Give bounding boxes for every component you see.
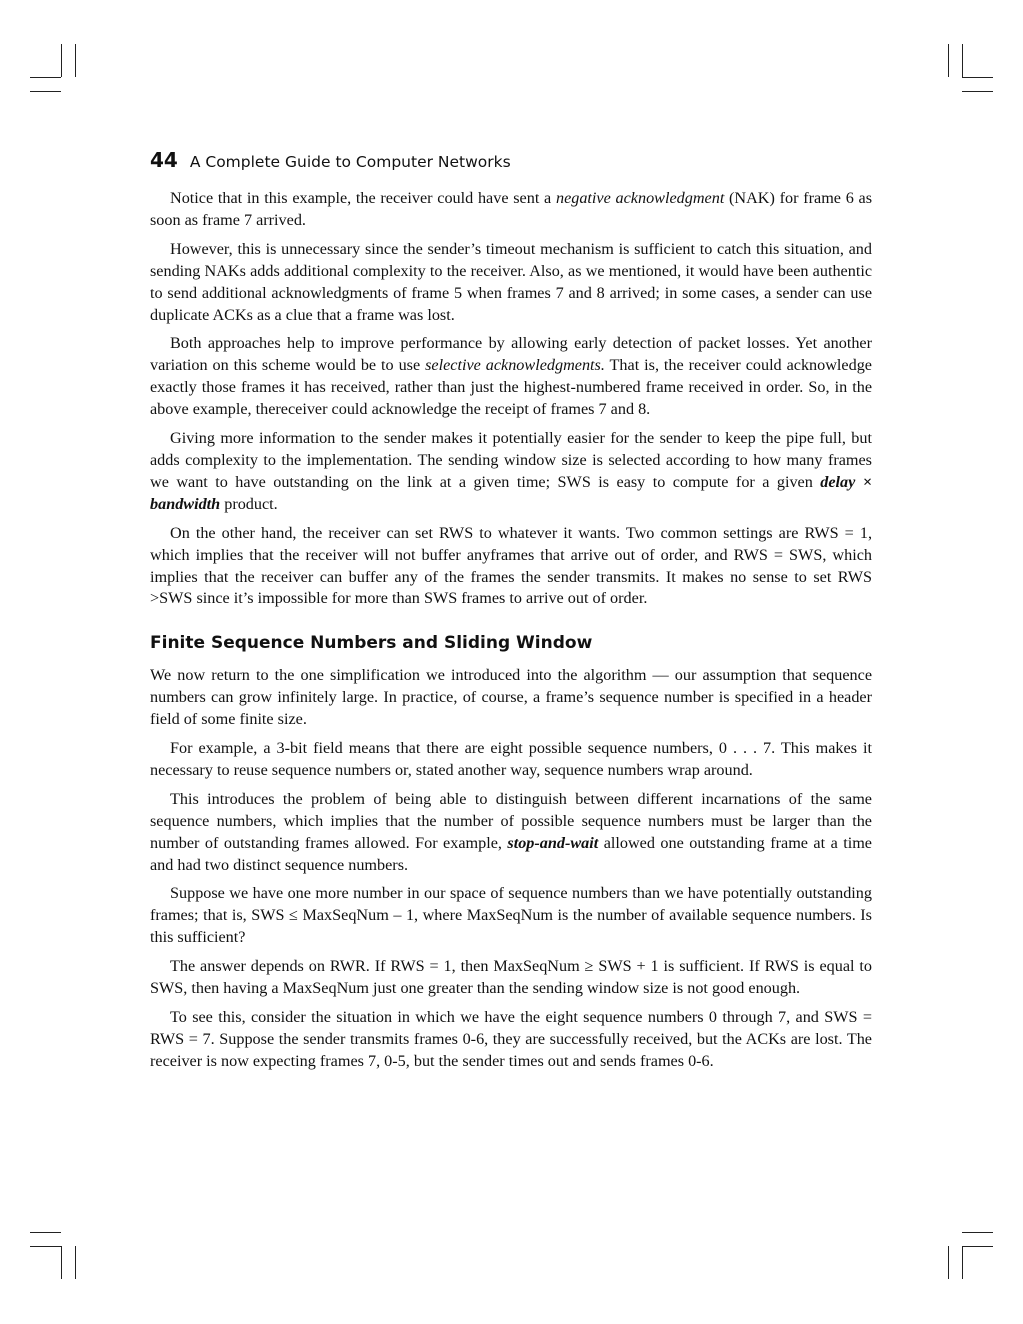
paragraph: On the other hand, the receiver can set RWS to whatever it wants. Two common settings are RWS = 1, which implies that the receiver will not buffer anyframes that arrive out of order, and RWS = SWS, which implies that the receiver can buffer any of the frames the sender transmits. It makes no sense to set RWS >SWS since it’s impossible for more than SWS frames to arrive out of order. <box>150 523 872 608</box>
crop-mark <box>30 1246 61 1247</box>
crop-mark <box>30 91 61 92</box>
crop-mark <box>61 1246 62 1279</box>
running-title: A Complete Guide to Computer Networks <box>189 153 511 171</box>
paragraph: Both approaches help to improve performance by allowing early detection of packet losses. Yet another variation on this scheme would be to use selective acknowledgments. That is, the receiver could acknowledge exactly those frames it has received, rather than just the highest-numbered frame received in order. So, in the above example, thereceiver could acknowledge the receipt of frames 7 and 8. <box>150 334 872 419</box>
emphasis-term: negative acknowledgment <box>555 189 725 207</box>
paragraph: We now return to the one simplification we introduced into the algorithm — our assumption that sequence numbers can grow infinitely large. In practice, of course, a frame’s sequence number is specified in a header field of some finite size. <box>150 666 872 729</box>
crop-mark <box>75 44 76 77</box>
paragraph: To see this, consider the situation in which we have the eight sequence numbers 0 through 7, and SWS = RWS = 7. Suppose the sender transmits frames 0-6, they are successfully received, but the ACKs are lost. The receiver is now expecting frames 7, 0-5, but the sender times out and sends frames 0-6. <box>150 1008 872 1070</box>
crop-mark <box>962 1232 993 1233</box>
crop-mark <box>948 1246 949 1279</box>
crop-mark <box>962 77 993 78</box>
running-header <box>150 148 511 172</box>
emphasis-term: selective acknowledgments. <box>425 356 605 375</box>
page-number: 44 <box>150 148 178 172</box>
paragraph: This introduces the problem of being able to distinguish between different incarnations of the same sequence numbers, which implies that the number of possible sequence numbers must be larger than the number of outstanding frames allowed. For example, stop-and-wait allowed one outstanding frame at a time and had two distinct sequence numbers. <box>150 789 872 874</box>
page-body <box>150 188 872 1080</box>
crop-mark <box>75 1246 76 1279</box>
paragraph: However, this is unnecessary since the sender’s timeout mechanism is sufficient to catch this situation, and sending NAKs adds additional complexity to the receiver. Also, as we mentioned, it would have been authentic to send additional acknowledgments of frame 5 when frames 7 and 8 arrived; in some cases, a sender can use duplicate ACKs as a clue that a frame was lost. <box>150 239 872 324</box>
crop-mark <box>962 44 963 77</box>
crop-mark <box>30 77 61 78</box>
crop-mark <box>962 91 993 92</box>
bold-italic-term: stop-and-wait <box>507 833 599 852</box>
crop-mark <box>30 1232 61 1233</box>
crop-mark <box>61 44 62 77</box>
crop-mark <box>962 1246 993 1247</box>
paragraph: Suppose we have one more number in our space of sequence numbers than we have potentially outstanding frames; that is, SWS ≤ MaxSeqNum – 1, where MaxSeqNum is the number of available sequence numbers. Is this sufficient? <box>150 884 872 947</box>
crop-mark <box>948 44 949 77</box>
paragraph: For example, a 3-bit field means that there are eight possible sequence numbers, 0 . . . 7. This makes it necessary to reuse sequence numbers or, stated another way, sequence numbers wrap around. <box>150 739 872 779</box>
crop-mark <box>962 1246 963 1279</box>
paragraph: The answer depends on RWR. If RWS = 1, then MaxSeqNum ≥ SWS + 1 is sufficient. If RWS is equal to SWS, then having a MaxSeqNum just one greater than the sending window size is not good enough. <box>150 957 872 998</box>
paragraph: Giving more information to the sender makes it potentially easier for the sender to keep the pipe full, but adds complexity to the implementation. The sending window size is selected according to how many frames we want to have outstanding on the link at a given time; SWS is easy to compute for a given delay × bandwidth product. <box>150 429 872 513</box>
section-heading: Finite Sequence Numbers and Sliding Window <box>150 633 593 654</box>
bold-italic-term: delay × bandwidth <box>150 472 872 513</box>
paragraph: Notice that in this example, the receiver could have sent a negative acknowledgment (NAK) for frame 6 as soon as frame 7 arrived. <box>150 189 872 229</box>
